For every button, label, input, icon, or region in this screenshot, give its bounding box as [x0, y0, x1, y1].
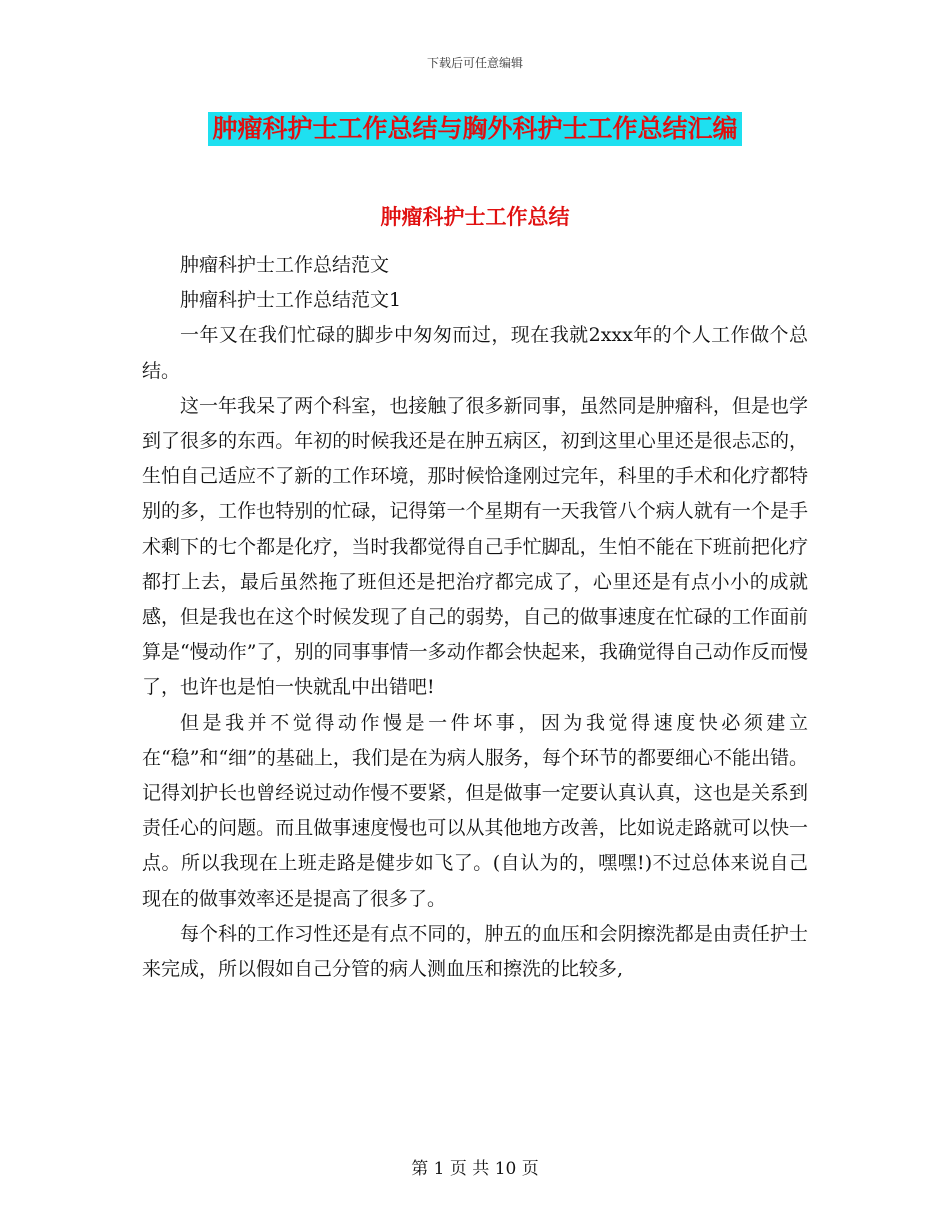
document-title — [0, 112, 950, 146]
document-body — [142, 248, 808, 987]
paragraph: 这一年我呆了两个科室，也接触了很多新同事，虽然同是肿瘤科，但是也学到了很多的东西。年初的时候我还是在肿五病区，初到这里心里还是很忐忑的，生怕自己适应不了新的工作环境，那时候恰逢刚过完年，科里的手术和化疗都特别的多，工作也特别的忙碌，记得第一个星期有一天我管八个病人就有一个是手术剩下的七个都是化疗，当时我都觉得自己手忙脚乱，生怕不能在下班前把化疗都打上去，最后虽然拖了班但还是把治疗都完成了，心里还是有点小小的成就感，但是我也在这个时候发现了自己的弱势，自己的做事速度在忙碌的工作面前算是“慢动作”了，别的同事事情一多动作都会快起来，我确觉得自己动作反而慢了，也许也是怕一快就乱中出错吧! — [142, 394, 808, 699]
paragraph: 肿瘤科护士工作总结范文 — [180, 254, 390, 276]
paragraph: 肿瘤科护士工作总结范文1 — [180, 289, 402, 312]
page-footer: 第 1 页 共 10 页 — [411, 1159, 539, 1179]
section-title: 肿瘤科护士工作总结 — [380, 205, 570, 229]
paragraph: 每个科的工作习性还是有点不同的，肿五的血压和会阴擦洗都是由责任护士来完成，所以假如自己分管的病人测血压和擦洗的比较多, — [142, 922, 808, 981]
paragraph: 但是我并不觉得动作慢是一件坏事，因为我觉得速度快必须建立在“稳”和“细”的基础上，我们是在为病人服务，每个环节的都要细心不能出错。记得刘护长也曾经说过动作慢不要紧，但是做事一定要认真认真，这也是关系到责任心的问题。而且做事速度慢也可以从其他地方改善，比如说走路就可以快一点。所以我现在上班走路是健步如飞了。(自认为的，嘿嘿!)不过总体来说自己现在的做事效率还是提高了很多了。 — [142, 711, 808, 910]
header-note: 下载后可任意编辑 — [426, 56, 523, 70]
paragraph: 一年又在我们忙碌的脚步中匆匆而过，现在我就2xxx年的个人工作做个总结。 — [142, 324, 808, 382]
document-title-text: 肿瘤科护士工作总结与胸外科护士工作总结汇编 — [208, 112, 741, 146]
